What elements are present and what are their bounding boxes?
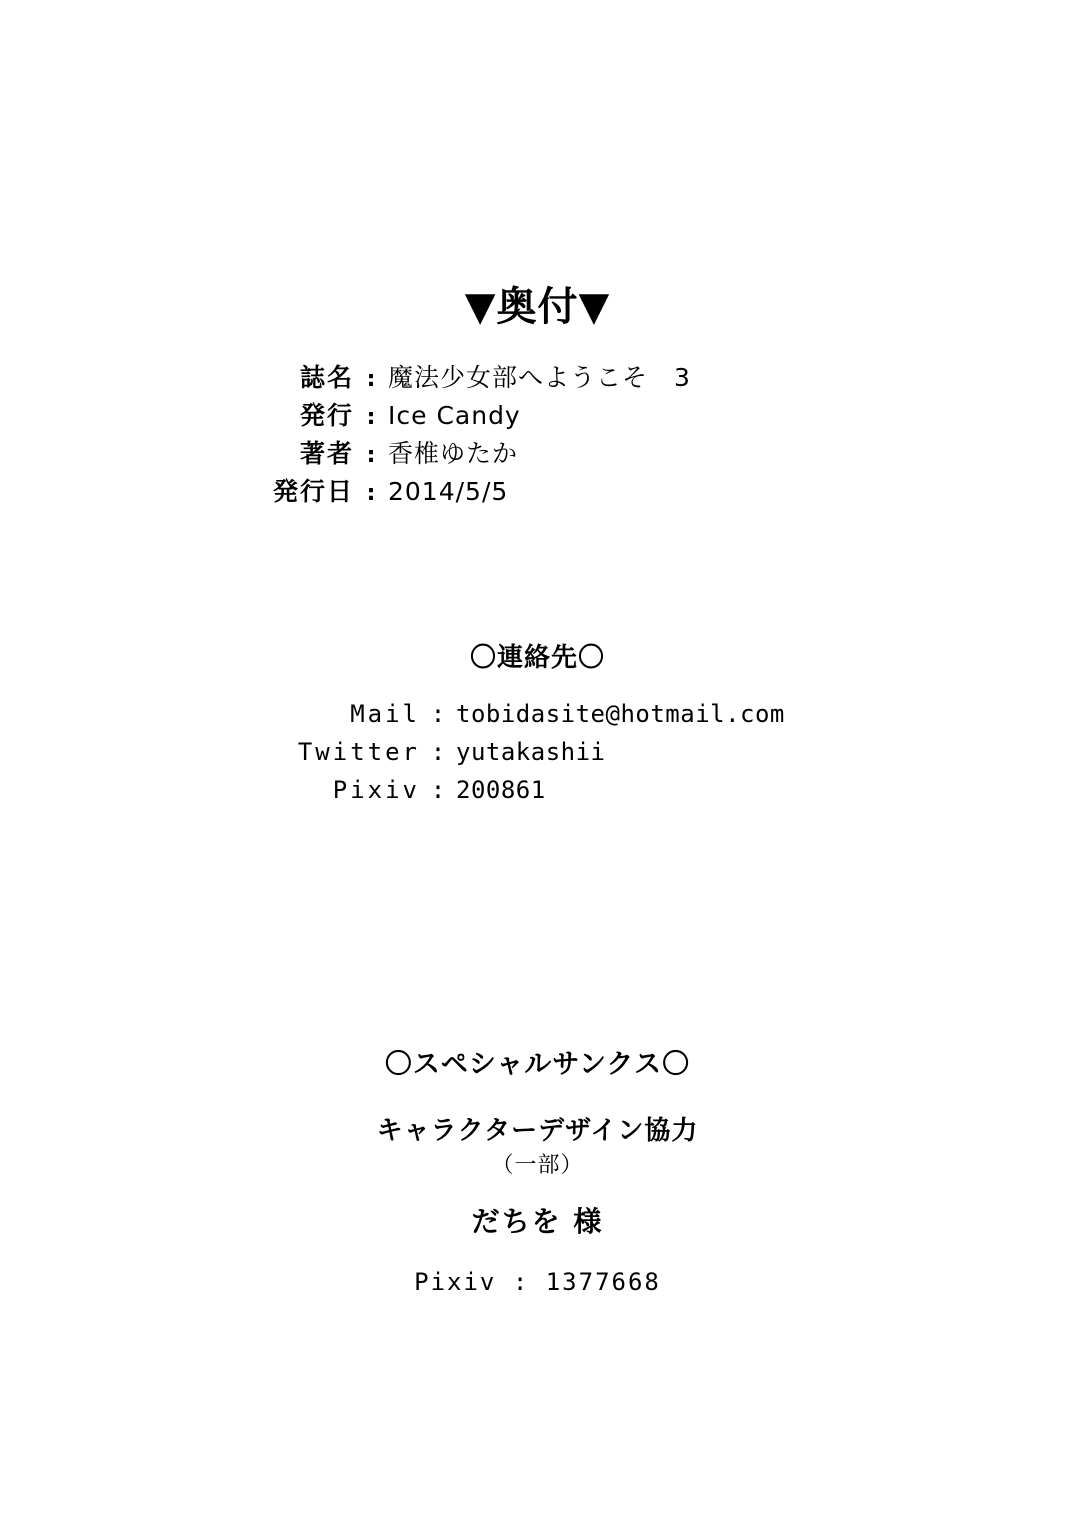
- info-label-author: 著者: [299, 439, 354, 468]
- contact-label-twitter: Twitter: [297, 738, 420, 766]
- info-colon: :: [366, 367, 376, 392]
- info-colon: :: [366, 405, 376, 430]
- info-row-title: [0, 358, 1075, 392]
- info-value-publisher: Ice Candy: [388, 401, 521, 430]
- info-colon: :: [366, 481, 376, 506]
- info-value-title: 魔法少女部へようこそ 3: [388, 363, 691, 392]
- info-label-date: 発行日: [272, 477, 354, 506]
- publication-info-block: [0, 358, 1075, 510]
- contact-colon: :: [430, 776, 446, 804]
- contact-section-heading: 〇連絡先〇: [469, 643, 605, 673]
- contact-list: [0, 700, 1075, 814]
- contact-colon: :: [430, 700, 446, 728]
- special-thanks-heading: 〇スペシャルサンクス〇: [384, 1049, 691, 1080]
- info-label-publisher: 発行: [299, 401, 354, 430]
- info-row-date: [0, 472, 1075, 506]
- contact-colon: :: [430, 738, 446, 766]
- info-value-author: 香椎ゆたか: [388, 439, 519, 468]
- contact-row-mail: [0, 700, 1075, 738]
- contact-label-pixiv: Pixiv: [332, 776, 420, 804]
- special-thanks-pixiv-id: Pixiv : 1377668: [414, 1268, 661, 1296]
- contact-label-mail: Mail: [350, 700, 420, 728]
- special-thanks-subtitle: キャラクターデザイン協力: [376, 1116, 699, 1146]
- contact-row-twitter: [0, 738, 1075, 776]
- contact-value-pixiv: 200861: [456, 776, 546, 804]
- contact-value-twitter: yutakashii: [456, 738, 606, 766]
- special-thanks-note: （一部）: [491, 1153, 584, 1178]
- info-label-title: 誌名: [299, 363, 354, 392]
- contact-row-pixiv: [0, 776, 1075, 814]
- info-colon: :: [366, 443, 376, 468]
- contact-value-mail: tobidasite@hotmail.com: [456, 700, 785, 728]
- page-title: ▼奥付▼: [464, 284, 611, 330]
- info-row-author: [0, 434, 1075, 468]
- info-row-publisher: [0, 396, 1075, 430]
- special-thanks-credit-name: だちを 様: [471, 1205, 604, 1238]
- info-value-date: 2014/5/5: [388, 477, 509, 506]
